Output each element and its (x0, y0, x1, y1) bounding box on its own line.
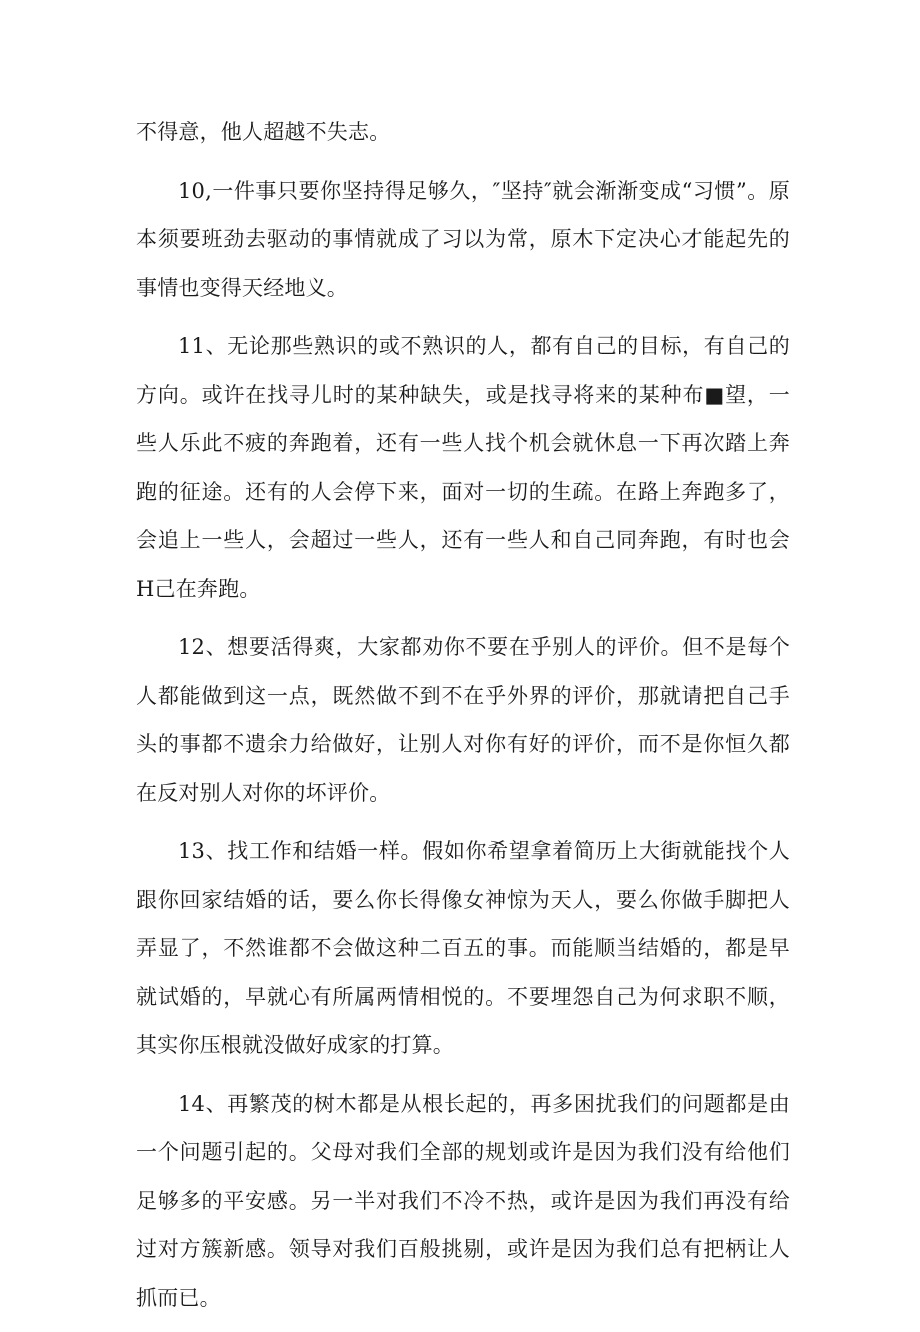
paragraph-11: 11、无论那些熟识的或不熟识的人，都有自己的目标，有自己的方向。或许在找寻儿时的某种缺失，或是找寻将来的某种布■望，一些人乐此不疲的奔跑着，还有一些人找个机会就休息一下再次踏上奔跑的征途。还有的人会停下来，面对一切的生疏。在路上奔跑多了，会追上一些人，会超过一些人，还有一些人和自己同奔跑，有时也会H己在奔跑。 (136, 334, 790, 601)
paragraph-14: 14、再繁茂的树木都是从根长起的，再多困扰我们的问题都是由一个问题引起的。父母对我们全部的规划或许是因为我们没有给他们足够多的平安感。另一半对我们不冷不热，或许是因为我们再没有给过对方簇新感。领导对我们百般挑剔，或许是因为我们总有把柄让人抓而已。 (136, 1091, 790, 1310)
paragraph-12: 12、想要活得爽，大家都劝你不要在乎别人的评价。但不是每个人都能做到这一点，既然做不到不在乎外界的评价，那就请把自己手头的事都不遗余力给做好，让别人对你有好的评价，而不是你恒久都在反对别人对你的坏评价。 (136, 635, 790, 805)
document-page (136, 108, 790, 1332)
paragraph-10: 10,一件事只要你坚持得足够久，″坚持″就会渐渐变成“习惯”。原本须要班劲去驱动的事情就成了习以为常，原木下定决心才能起先的事情也变得天经地义。 (136, 178, 790, 300)
paragraph-continuation: 不得意，他人超越不失志。 (136, 120, 391, 144)
paragraph-13: 13、找工作和结婚一样。假如你希望拿着简历上大街就能找个人跟你回家结婚的话，要么你长得像女神惊为天人，要么你做手脚把人弄显了，不然谁都不会做这种二百五的事。而能顺当结婚的，都是早就试婚的，早就心有所属两情相悦的。不要埋怨自己为何求职不顺，其实你压根就没做好成家的打算。 (136, 839, 790, 1057)
